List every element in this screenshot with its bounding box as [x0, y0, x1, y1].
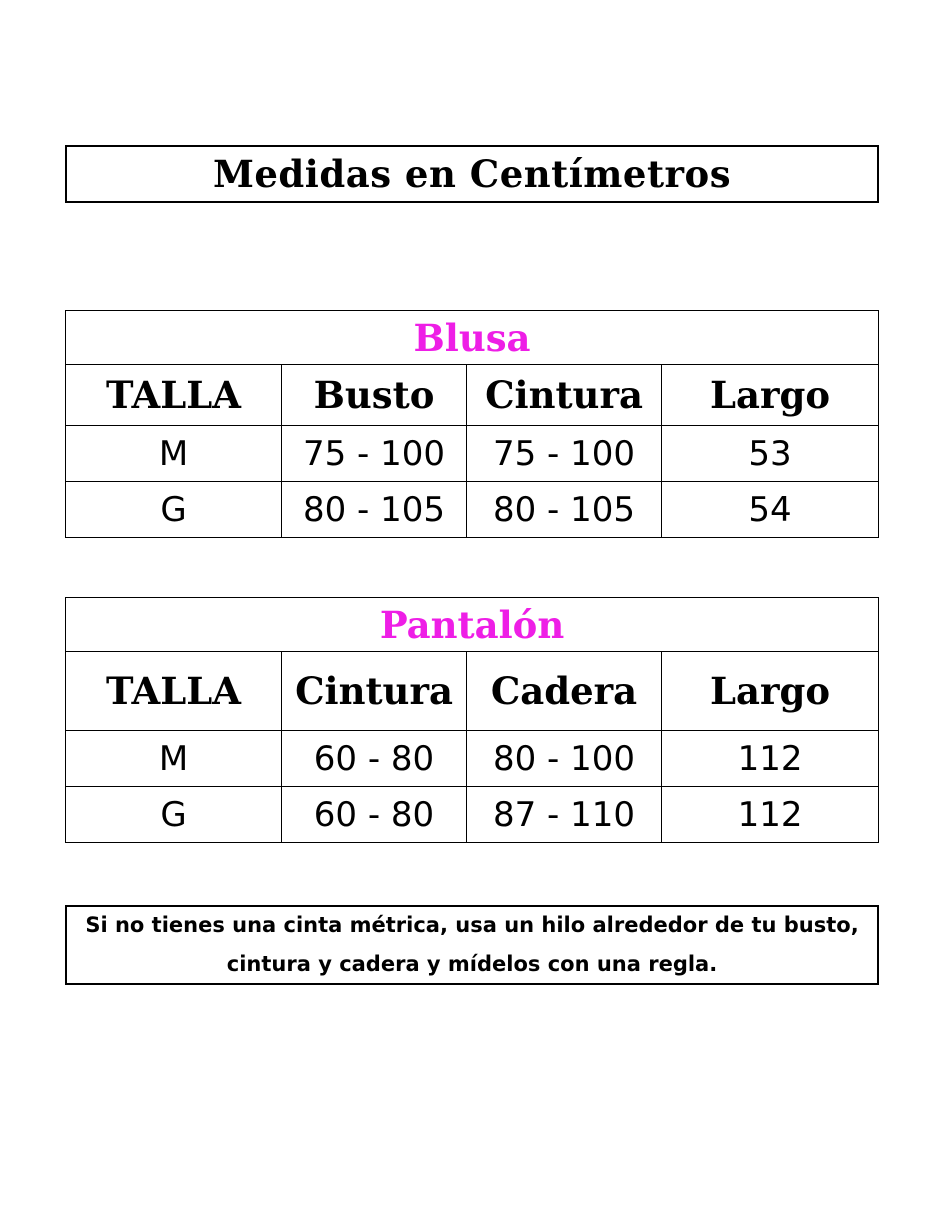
note-line-1: Si no tienes una cinta métrica, usa un hilo alrededor de tu busto, [85, 913, 859, 937]
table-cell: G [66, 482, 282, 538]
column-header-largo: Largo [662, 652, 879, 731]
table-cell: G [66, 787, 282, 843]
table-row [66, 482, 879, 538]
page-title: Medidas en Centímetros [65, 145, 879, 203]
table-title-row [66, 311, 879, 365]
table-cell: 75 - 100 [282, 426, 467, 482]
pantalon-heading: Pantalón [66, 598, 879, 652]
column-header-talla: TALLA [66, 652, 282, 731]
table-cell: 54 [662, 482, 879, 538]
blusa-heading: Blusa [66, 311, 879, 365]
table-cell: 112 [662, 731, 879, 787]
column-header-cintura: Cintura [467, 365, 662, 426]
table-row [66, 787, 879, 843]
table-cell: 60 - 80 [282, 787, 467, 843]
table-cell: 60 - 80 [282, 731, 467, 787]
table-cell: 87 - 110 [467, 787, 662, 843]
table-cell: 53 [662, 426, 879, 482]
table-cell: M [66, 426, 282, 482]
table-cell: 80 - 105 [467, 482, 662, 538]
column-header-cintura: Cintura [282, 652, 467, 731]
table-cell: 75 - 100 [467, 426, 662, 482]
column-header-cadera: Cadera [467, 652, 662, 731]
table-header-row [66, 652, 879, 731]
column-header-busto: Busto [282, 365, 467, 426]
pantalon-size-table [65, 597, 879, 843]
table-cell: M [66, 731, 282, 787]
table-row [66, 426, 879, 482]
table-title-row [66, 598, 879, 652]
column-header-largo: Largo [662, 365, 879, 426]
table-header-row [66, 365, 879, 426]
note-line-2: cintura y cadera y mídelos con una regla. [226, 952, 718, 976]
table-cell: 112 [662, 787, 879, 843]
column-header-talla: TALLA [66, 365, 282, 426]
table-row [66, 731, 879, 787]
measuring-tip-note [65, 905, 879, 985]
table-cell: 80 - 105 [282, 482, 467, 538]
table-cell: 80 - 100 [467, 731, 662, 787]
blusa-size-table [65, 310, 879, 538]
